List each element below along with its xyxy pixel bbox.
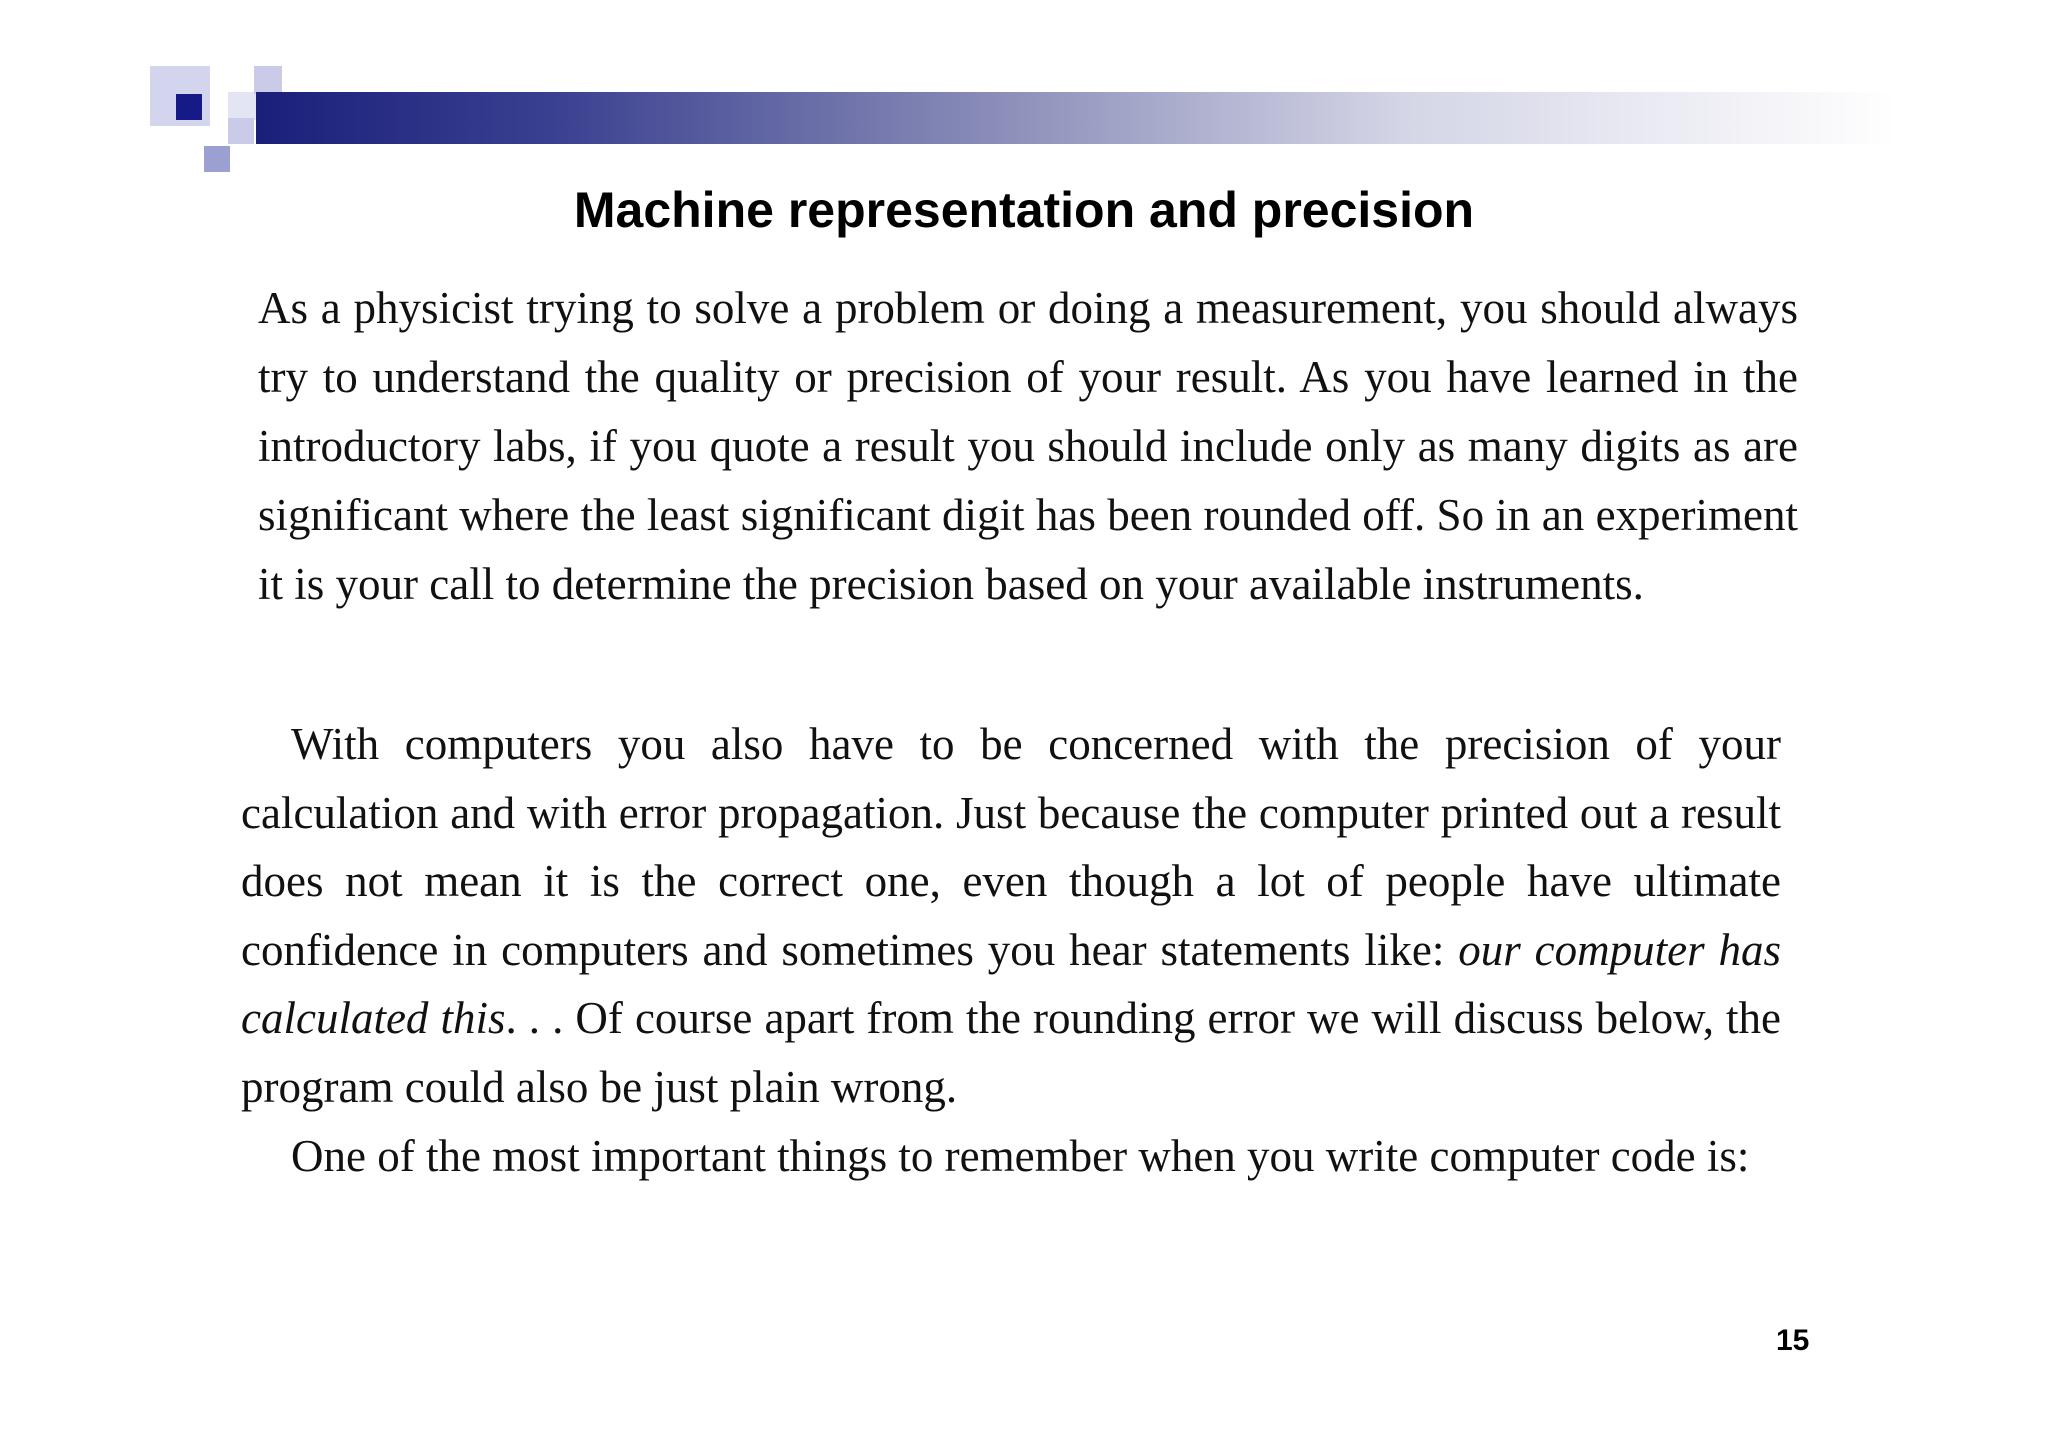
paragraph-text: . . . Of course apart from the rounding error we will discuss below, the program could also be just plain wrong. — [241, 993, 1781, 1112]
header-gradient-bar — [256, 92, 1896, 144]
italic-quote: our computer has calculated this — [241, 924, 1781, 1043]
header-decoration-square — [228, 118, 254, 144]
paragraph-measurement-precision: As a physicist trying to solve a problem or doing a measurement, you should always try to understand the quality or precision of your result. As you have learned in the introductory labs, if you quote a result you should include only as many digits as are significant where the least significant digit has been rounded off. So in an experiment it is your call to determine the precision based on your available instruments. — [258, 283, 1798, 609]
header-decoration-square — [204, 146, 230, 172]
paragraph-text: With computers you also have to be concerned with the precision of your calculation and with error propagation. Just because the computer printed out a result does not mean it is the correct one, even though a lot of people have ultimate confidence in computers and sometimes you hear statements like: — [241, 719, 1781, 975]
page-number: 15 — [1776, 1324, 1810, 1357]
paragraph-important-thing: One of the most important things to remember when you write computer code is: — [291, 1131, 1750, 1181]
paragraph-computer-precision — [241, 710, 1781, 1121]
header-decoration-square — [254, 66, 282, 94]
header-decoration-square — [176, 94, 202, 120]
header-decoration-square — [228, 92, 256, 120]
slide-title: Machine representation and precision — [573, 182, 1475, 238]
